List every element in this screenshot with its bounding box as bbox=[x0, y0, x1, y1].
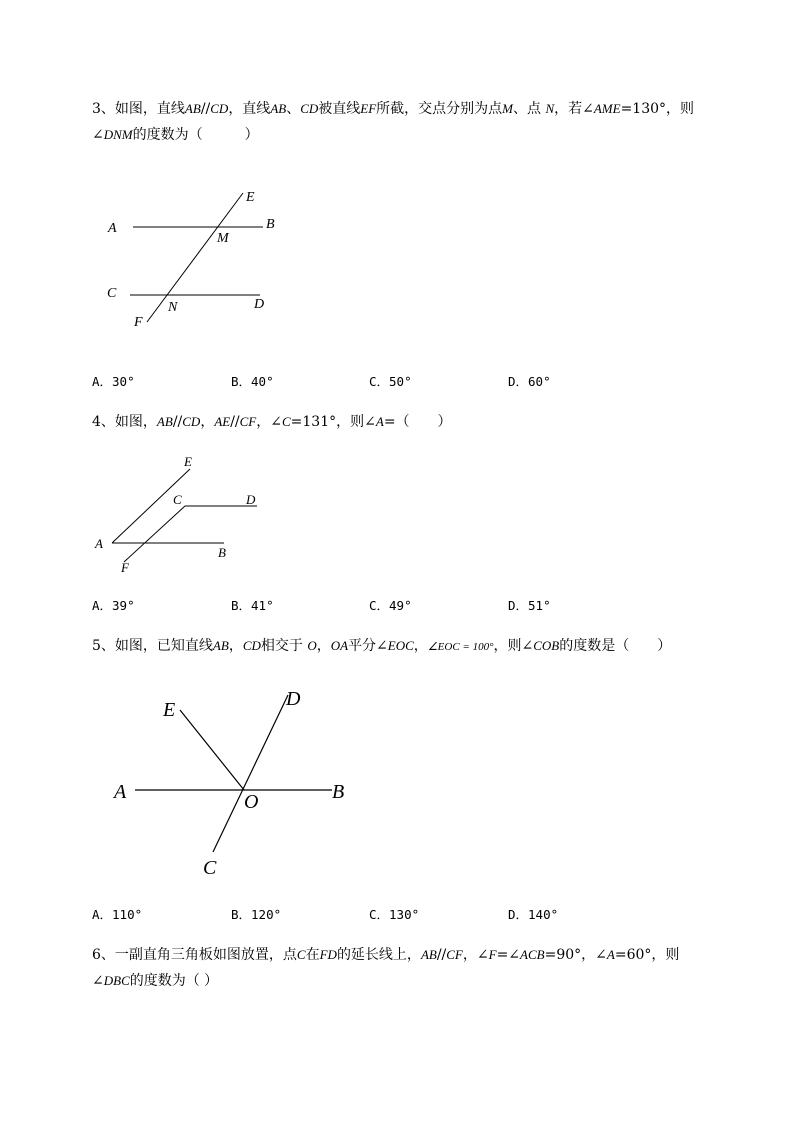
question-3-text: 3、如图，直线AB//CD，直线AB、CD被直线EF所截，交点分别为点M、点 N，若∠AME=130°，则 ∠DNM的度数为（ ） bbox=[92, 101, 695, 143]
option-d[interactable]: D．51° bbox=[508, 598, 551, 613]
option-d[interactable]: D．60° bbox=[508, 374, 551, 389]
option-a[interactable]: A．110° bbox=[92, 907, 143, 922]
question-3-options bbox=[92, 372, 742, 392]
question-5-options bbox=[92, 905, 742, 925]
label-c: C bbox=[173, 492, 182, 507]
label-m: M bbox=[217, 231, 229, 246]
label-b: B bbox=[218, 545, 226, 560]
option-a[interactable]: A．39° bbox=[92, 598, 135, 613]
label-o: O bbox=[244, 791, 259, 813]
option-b[interactable]: B．120° bbox=[231, 907, 282, 922]
option-b[interactable]: B．40° bbox=[231, 374, 274, 389]
line-cf bbox=[124, 506, 185, 562]
label-e: E bbox=[163, 699, 176, 721]
label-c: C bbox=[203, 857, 217, 879]
label-d: D bbox=[254, 297, 265, 312]
question-4-text: 4、如图，AB//CD，AE//CF，∠C=131°，则∠A=（ ） bbox=[92, 414, 452, 430]
label-d: D bbox=[246, 492, 256, 507]
label-f: F bbox=[134, 315, 143, 330]
line-ef bbox=[147, 193, 243, 322]
question-6-text: 6、一副直角三角板如图放置，点C在FD的延长线上，AB//CF，∠F=∠ACB=90°，∠A=60°，则 ∠DBC的度数为（ ） bbox=[92, 947, 680, 989]
question-4-figure bbox=[90, 450, 270, 580]
option-c[interactable]: C．50° bbox=[369, 374, 412, 389]
option-c[interactable]: C．130° bbox=[369, 907, 420, 922]
label-c: C bbox=[107, 286, 117, 301]
label-b: B bbox=[266, 217, 275, 232]
question-5-text: 5、如图，已知直线AB，CD相交于 O，OA平分∠EOC，∠EOC = 100°，则∠COB的度数是（ ） bbox=[92, 638, 672, 654]
option-d[interactable]: D．140° bbox=[508, 907, 559, 922]
label-a: A bbox=[108, 221, 117, 236]
label-b: B bbox=[332, 781, 345, 803]
question-5-figure bbox=[110, 680, 360, 880]
label-e: E bbox=[184, 454, 192, 469]
label-a: A bbox=[95, 536, 103, 551]
question-4-options bbox=[92, 596, 742, 616]
option-b[interactable]: B．41° bbox=[231, 598, 274, 613]
ray-oe bbox=[180, 710, 244, 790]
label-e: E bbox=[246, 190, 255, 205]
option-c[interactable]: C．49° bbox=[369, 598, 412, 613]
question-3-figure bbox=[100, 180, 290, 330]
label-f: F bbox=[121, 560, 129, 575]
line-cd bbox=[213, 695, 288, 852]
label-d: D bbox=[286, 688, 301, 710]
label-n: N bbox=[168, 300, 178, 315]
option-a[interactable]: A．30° bbox=[92, 374, 135, 389]
label-a: A bbox=[114, 781, 127, 803]
